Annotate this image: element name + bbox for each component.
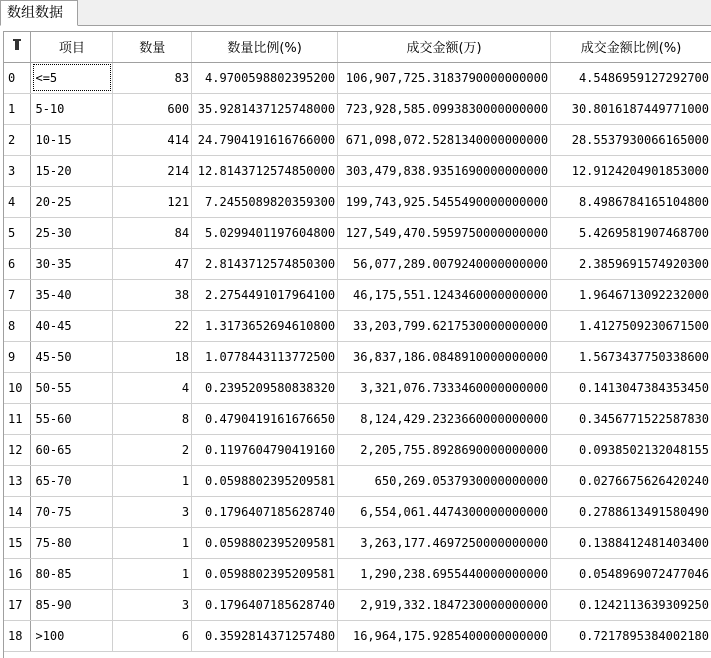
amount-pct-cell[interactable]: 28.5537930066165000 bbox=[551, 124, 711, 155]
count-cell[interactable]: 3 bbox=[113, 496, 192, 527]
row-index-cell[interactable]: 12 bbox=[4, 434, 31, 465]
table-row[interactable] bbox=[4, 558, 711, 589]
item-cell[interactable]: 5-10 bbox=[31, 93, 113, 124]
count-pct-cell[interactable]: 0.4790419161676650 bbox=[192, 403, 338, 434]
count-pct-cell[interactable]: 4.9700598802395200 bbox=[192, 62, 338, 93]
amount-cell[interactable]: 723,928,585.0993830000000000 bbox=[338, 93, 551, 124]
table-row[interactable] bbox=[4, 620, 711, 651]
row-index-cell[interactable]: 3 bbox=[4, 155, 31, 186]
table-row[interactable] bbox=[4, 372, 711, 403]
amount-pct-cell[interactable]: 0.7217895384002180 bbox=[551, 620, 711, 651]
count-cell[interactable]: 414 bbox=[113, 124, 192, 155]
row-index-cell[interactable]: 15 bbox=[4, 527, 31, 558]
count-pct-cell[interactable]: 7.2455089820359300 bbox=[192, 186, 338, 217]
amount-pct-cell[interactable]: 8.4986784165104800 bbox=[551, 186, 711, 217]
table-row[interactable] bbox=[4, 465, 711, 496]
count-pct-cell[interactable]: 0.0598802395209581 bbox=[192, 527, 338, 558]
column-header-item[interactable]: 项目 bbox=[31, 32, 113, 62]
count-cell[interactable]: 47 bbox=[113, 248, 192, 279]
row-index-cell[interactable]: 14 bbox=[4, 496, 31, 527]
column-chooser-icon[interactable] bbox=[12, 38, 22, 52]
row-index-cell[interactable]: 13 bbox=[4, 465, 31, 496]
table-row[interactable] bbox=[4, 155, 711, 186]
amount-cell[interactable]: 46,175,551.1243460000000000 bbox=[338, 279, 551, 310]
count-cell[interactable]: 214 bbox=[113, 155, 192, 186]
count-pct-cell[interactable]: 0.3592814371257480 bbox=[192, 620, 338, 651]
item-cell[interactable]: <=5 bbox=[31, 62, 113, 93]
item-cell[interactable]: 55-60 bbox=[31, 403, 113, 434]
item-cell[interactable]: 60-65 bbox=[31, 434, 113, 465]
table-row[interactable] bbox=[4, 527, 711, 558]
row-index-cell[interactable]: 16 bbox=[4, 558, 31, 589]
amount-pct-cell[interactable]: 2.3859691574920300 bbox=[551, 248, 711, 279]
table-row[interactable] bbox=[4, 62, 711, 93]
row-index-cell[interactable]: 10 bbox=[4, 372, 31, 403]
table-row[interactable] bbox=[4, 124, 711, 155]
row-index-cell[interactable]: 8 bbox=[4, 310, 31, 341]
table-row[interactable] bbox=[4, 93, 711, 124]
count-cell[interactable]: 83 bbox=[113, 62, 192, 93]
amount-cell[interactable]: 56,077,289.0079240000000000 bbox=[338, 248, 551, 279]
count-pct-cell[interactable]: 12.8143712574850000 bbox=[192, 155, 338, 186]
count-cell[interactable]: 6 bbox=[113, 620, 192, 651]
amount-cell[interactable]: 8,124,429.2323660000000000 bbox=[338, 403, 551, 434]
count-pct-cell[interactable]: 1.0778443113772500 bbox=[192, 341, 338, 372]
amount-cell[interactable]: 303,479,838.9351690000000000 bbox=[338, 155, 551, 186]
table-row[interactable] bbox=[4, 279, 711, 310]
header-row bbox=[4, 32, 711, 62]
item-cell[interactable]: 45-50 bbox=[31, 341, 113, 372]
table-row[interactable] bbox=[4, 217, 711, 248]
item-cell[interactable]: 65-70 bbox=[31, 465, 113, 496]
row-index-cell[interactable]: 17 bbox=[4, 589, 31, 620]
count-pct-cell[interactable]: 0.2395209580838320 bbox=[192, 372, 338, 403]
item-cell[interactable]: 10-15 bbox=[31, 124, 113, 155]
count-cell[interactable]: 3 bbox=[113, 589, 192, 620]
row-index-cell[interactable]: 0 bbox=[4, 62, 31, 93]
item-cell[interactable]: 20-25 bbox=[31, 186, 113, 217]
amount-cell[interactable]: 3,263,177.4697250000000000 bbox=[338, 527, 551, 558]
count-cell[interactable]: 600 bbox=[113, 93, 192, 124]
amount-pct-cell[interactable]: 0.1413047384353450 bbox=[551, 372, 711, 403]
item-cell[interactable]: 75-80 bbox=[31, 527, 113, 558]
column-header-amount[interactable]: 成交金额(万) bbox=[338, 32, 551, 62]
table-row[interactable] bbox=[4, 496, 711, 527]
column-header-count[interactable]: 数量 bbox=[113, 32, 192, 62]
count-pct-cell[interactable]: 0.0598802395209581 bbox=[192, 465, 338, 496]
count-pct-cell[interactable]: 0.1197604790419160 bbox=[192, 434, 338, 465]
count-pct-cell[interactable]: 0.1796407185628740 bbox=[192, 589, 338, 620]
count-cell[interactable]: 2 bbox=[113, 434, 192, 465]
count-pct-cell[interactable]: 24.7904191616766000 bbox=[192, 124, 338, 155]
amount-pct-cell[interactable]: 0.0548969072477046 bbox=[551, 558, 711, 589]
count-cell[interactable]: 4 bbox=[113, 372, 192, 403]
count-cell[interactable]: 22 bbox=[113, 310, 192, 341]
count-cell[interactable]: 18 bbox=[113, 341, 192, 372]
amount-cell[interactable]: 1,290,238.6955440000000000 bbox=[338, 558, 551, 589]
item-cell[interactable]: 35-40 bbox=[31, 279, 113, 310]
amount-pct-cell[interactable]: 0.0938502132048155 bbox=[551, 434, 711, 465]
amount-pct-cell[interactable]: 5.4269581907468700 bbox=[551, 217, 711, 248]
amount-pct-cell[interactable]: 12.9124204901853000 bbox=[551, 155, 711, 186]
item-cell[interactable]: 80-85 bbox=[31, 558, 113, 589]
count-pct-cell[interactable]: 1.3173652694610800 bbox=[192, 310, 338, 341]
count-cell[interactable]: 38 bbox=[113, 279, 192, 310]
count-pct-cell[interactable]: 5.0299401197604800 bbox=[192, 217, 338, 248]
row-index-cell[interactable]: 11 bbox=[4, 403, 31, 434]
amount-cell[interactable]: 6,554,061.4474300000000000 bbox=[338, 496, 551, 527]
amount-pct-cell[interactable]: 30.8016187449771000 bbox=[551, 93, 711, 124]
count-cell[interactable]: 1 bbox=[113, 465, 192, 496]
amount-pct-cell[interactable]: 0.2788613491580490 bbox=[551, 496, 711, 527]
count-pct-cell[interactable]: 2.8143712574850300 bbox=[192, 248, 338, 279]
table-row[interactable] bbox=[4, 589, 711, 620]
count-cell[interactable]: 8 bbox=[113, 403, 192, 434]
amount-cell[interactable]: 650,269.0537930000000000 bbox=[338, 465, 551, 496]
amount-cell[interactable]: 3,321,076.7333460000000000 bbox=[338, 372, 551, 403]
item-cell[interactable]: 25-30 bbox=[31, 217, 113, 248]
row-index-cell[interactable]: 6 bbox=[4, 248, 31, 279]
item-cell[interactable]: 70-75 bbox=[31, 496, 113, 527]
row-index-cell[interactable]: 1 bbox=[4, 93, 31, 124]
amount-cell[interactable]: 671,098,072.5281340000000000 bbox=[338, 124, 551, 155]
item-cell[interactable]: >100 bbox=[31, 620, 113, 651]
column-header-count-pct[interactable]: 数量比例(%) bbox=[192, 32, 338, 62]
tab-array-data[interactable]: 数组数据 bbox=[0, 0, 78, 26]
count-cell[interactable]: 84 bbox=[113, 217, 192, 248]
count-cell[interactable]: 121 bbox=[113, 186, 192, 217]
amount-cell[interactable]: 33,203,799.6217530000000000 bbox=[338, 310, 551, 341]
column-header-amount-pct[interactable]: 成交金额比例(%) bbox=[551, 32, 711, 62]
amount-pct-cell[interactable]: 0.1388412481403400 bbox=[551, 527, 711, 558]
data-table bbox=[4, 32, 711, 652]
table-row[interactable] bbox=[4, 310, 711, 341]
row-index-cell[interactable]: 7 bbox=[4, 279, 31, 310]
item-cell[interactable]: 40-45 bbox=[31, 310, 113, 341]
amount-pct-cell[interactable]: 0.1242113639309250 bbox=[551, 589, 711, 620]
count-pct-cell[interactable]: 0.1796407185628740 bbox=[192, 496, 338, 527]
table-row[interactable] bbox=[4, 248, 711, 279]
amount-cell[interactable]: 127,549,470.5959750000000000 bbox=[338, 217, 551, 248]
row-selector-header[interactable] bbox=[4, 32, 31, 62]
amount-pct-cell[interactable]: 1.5673437750338600 bbox=[551, 341, 711, 372]
amount-cell[interactable]: 106,907,725.3183790000000000 bbox=[338, 62, 551, 93]
amount-pct-cell[interactable]: 4.5486959127292700 bbox=[551, 62, 711, 93]
count-cell[interactable]: 1 bbox=[113, 527, 192, 558]
amount-cell[interactable]: 16,964,175.9285400000000000 bbox=[338, 620, 551, 651]
amount-pct-cell[interactable]: 0.0276675626420240 bbox=[551, 465, 711, 496]
tab-bar bbox=[0, 0, 711, 26]
amount-cell[interactable]: 2,919,332.1847230000000000 bbox=[338, 589, 551, 620]
item-cell[interactable]: 30-35 bbox=[31, 248, 113, 279]
data-grid[interactable] bbox=[3, 31, 711, 658]
amount-cell[interactable]: 199,743,925.5455490000000000 bbox=[338, 186, 551, 217]
item-cell[interactable]: 50-55 bbox=[31, 372, 113, 403]
amount-pct-cell[interactable]: 0.3456771522587830 bbox=[551, 403, 711, 434]
amount-cell[interactable]: 36,837,186.0848910000000000 bbox=[338, 341, 551, 372]
item-cell[interactable]: 85-90 bbox=[31, 589, 113, 620]
row-index-cell[interactable]: 9 bbox=[4, 341, 31, 372]
row-index-cell[interactable]: 18 bbox=[4, 620, 31, 651]
amount-cell[interactable]: 2,205,755.8928690000000000 bbox=[338, 434, 551, 465]
row-index-cell[interactable]: 5 bbox=[4, 217, 31, 248]
amount-pct-cell[interactable]: 1.9646713092232000 bbox=[551, 279, 711, 310]
row-index-cell[interactable]: 4 bbox=[4, 186, 31, 217]
count-pct-cell[interactable]: 0.0598802395209581 bbox=[192, 558, 338, 589]
row-index-cell[interactable]: 2 bbox=[4, 124, 31, 155]
count-pct-cell[interactable]: 35.9281437125748000 bbox=[192, 93, 338, 124]
table-row[interactable] bbox=[4, 434, 711, 465]
count-pct-cell[interactable]: 2.2754491017964100 bbox=[192, 279, 338, 310]
table-row[interactable] bbox=[4, 403, 711, 434]
table-row[interactable] bbox=[4, 341, 711, 372]
amount-pct-cell[interactable]: 1.4127509230671500 bbox=[551, 310, 711, 341]
count-cell[interactable]: 1 bbox=[113, 558, 192, 589]
item-cell[interactable]: 15-20 bbox=[31, 155, 113, 186]
table-row[interactable] bbox=[4, 186, 711, 217]
